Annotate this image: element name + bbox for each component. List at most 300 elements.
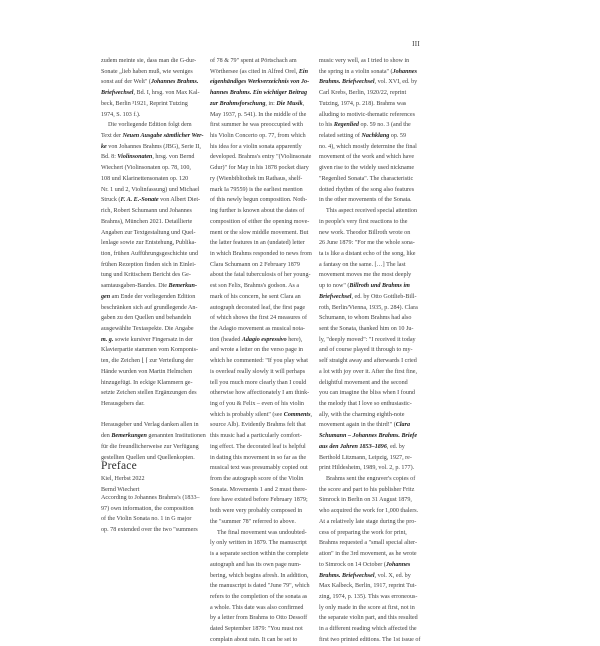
text-run: genannten Institutionen <box>146 433 206 440</box>
text-line <box>319 560 417 571</box>
emphasized-title: Adagio espressivo <box>241 336 287 343</box>
text-run: which is probably silent" (see <box>210 411 284 418</box>
emphasized-title: Brahms. Briefwechsel <box>319 572 375 579</box>
text-line <box>210 56 308 67</box>
text-line <box>319 410 417 421</box>
text-line <box>210 538 308 549</box>
text-run: , vol. XVI, ed. by <box>374 79 418 86</box>
text-run: first two printed editions. The 1st issue of <box>319 636 421 643</box>
text-run: from the autograph score of the Violin <box>210 476 304 483</box>
text-run: related setting of <box>319 133 362 140</box>
text-line <box>101 281 199 292</box>
text-line <box>210 313 308 324</box>
text-run: to his <box>319 122 334 129</box>
text-line <box>319 442 417 453</box>
text-line <box>210 185 308 196</box>
text-run: developed. Brahms's entry "(Violinsonate <box>210 154 312 161</box>
text-run: print Hildesheim, 1989, vol. 2, p. 177). <box>319 465 415 472</box>
text-run: Struck ( <box>101 197 121 204</box>
text-line <box>210 420 308 431</box>
text-run: new work. Theodor Billroth wrote on <box>319 229 411 236</box>
text-run: the melody that I love so enthusiastic- <box>319 401 412 407</box>
text-run: a lot with joy over it. After the first fine, <box>319 368 417 375</box>
emphasized-title: Briefwechsel <box>101 90 134 97</box>
text-line <box>101 270 199 281</box>
text-run: the score and part to his publisher Fritz <box>319 486 415 493</box>
text-line <box>101 152 199 163</box>
text-line <box>210 131 308 142</box>
text-run: lenlage sowie zur Entstehung, Publika- <box>101 240 197 247</box>
text-run: cess of preparing the work for print, <box>319 529 407 536</box>
text-run: and of course played it through to my- <box>319 347 413 354</box>
text-line <box>101 493 199 504</box>
text-line <box>319 185 417 196</box>
text-run: Schumann, to whom Brahms had also <box>319 315 412 322</box>
emphasized-title: Comments <box>283 411 311 418</box>
text-line <box>210 474 308 485</box>
text-run: you can imagine the bliss when I found <box>319 390 415 397</box>
text-run: alluding to motivic-thematic references <box>319 111 415 118</box>
preface-body <box>101 493 199 536</box>
text-line <box>319 99 417 110</box>
text-line <box>319 603 417 614</box>
text-run: in a different reading which affected the <box>319 626 417 633</box>
text-run: op. 59 <box>389 133 407 140</box>
text-line <box>101 367 199 378</box>
text-line <box>319 195 417 206</box>
text-run: composition of either the opening move- <box>210 218 310 225</box>
text-line <box>319 506 417 517</box>
emphasized-title: m. g. <box>101 336 114 343</box>
text-line <box>210 110 308 121</box>
text-line <box>101 67 199 78</box>
text-line <box>101 77 199 88</box>
text-line <box>101 238 199 249</box>
text-line <box>319 463 417 474</box>
text-line <box>319 131 417 142</box>
text-line <box>319 431 417 442</box>
text-line <box>101 206 199 217</box>
text-line <box>210 356 308 367</box>
text-run: of this newly begun composition. Noth- <box>210 197 308 204</box>
text-line <box>101 388 199 399</box>
text-run: roth, Berlin/Vienna, 1935, p. 284). Clara <box>319 304 418 311</box>
text-run: am Ende der vorliegenden Edition <box>110 293 196 300</box>
text-run: the "summer 78" referred to above. <box>210 518 296 525</box>
text-run: ten, die Zeichen ⌊ ⌈ zur Verteilung der <box>101 358 194 365</box>
text-run: who acquired the work for 1,000 thalers. <box>319 508 419 515</box>
text-run: ly, "deeply moved": "I received it today <box>319 336 416 343</box>
text-line <box>210 463 308 474</box>
text-line <box>101 163 199 174</box>
text-line <box>319 624 417 635</box>
text-run: in the other movements of the Sonata. <box>319 197 412 204</box>
emphasized-title: ke <box>101 143 107 150</box>
text-run: complain about rain. It can be set to <box>210 636 298 643</box>
text-line <box>101 56 199 67</box>
text-line <box>210 624 308 635</box>
text-line <box>319 517 417 528</box>
emphasized-title: zur Brahmsforschung <box>210 100 266 107</box>
page-number: III <box>412 40 420 48</box>
text-run: Kiel, Herbst 2022 <box>101 476 145 483</box>
text-run: is overleaf really slowly it will perhaps <box>210 368 306 375</box>
text-line <box>210 324 308 335</box>
text-line <box>210 485 308 496</box>
text-run: ing of you & Felix – even of his violin <box>210 401 304 407</box>
text-run: the Adagio movement as musical nota- <box>210 325 305 332</box>
text-line <box>210 335 308 346</box>
text-line <box>210 560 308 571</box>
column-preface-continued <box>210 56 313 646</box>
emphasized-title: Bemerkungen <box>111 433 147 440</box>
text-run: movement again in the third!" ( <box>319 422 396 429</box>
emphasized-title: Schumann – Johannes Brahms. Briefe <box>319 433 418 440</box>
text-run: frühen Rezeption finden sich in Einlei- <box>101 261 196 268</box>
column-preface-continued-2 <box>319 56 421 646</box>
text-line <box>101 99 199 110</box>
text-run: Angaben zur Textgestaltung und Quel- <box>101 229 196 236</box>
preface-heading: Preface <box>101 460 137 472</box>
text-line <box>319 238 417 249</box>
text-line <box>319 420 417 431</box>
text-run: of the Violin Sonata no. 1 in G major <box>101 516 192 523</box>
text-run: mark Ia 79559) is the earliest mention <box>210 186 303 193</box>
text-run: ing further is known about the dates of <box>210 208 305 215</box>
text-run: no. 4), which mostly determine the final <box>319 143 417 150</box>
text-line <box>210 217 308 228</box>
text-line <box>319 356 417 367</box>
text-run: to Simrock on 14 October ( <box>319 561 386 568</box>
text-line <box>210 517 308 528</box>
text-run: zudem meinte sie, dass man die G-dur- <box>101 58 197 64</box>
text-line <box>319 613 417 624</box>
emphasized-title: Clara <box>395 422 411 429</box>
text-line <box>319 249 417 260</box>
text-line <box>210 549 308 560</box>
text-run: first summer he was preoccupied with <box>210 122 303 129</box>
text-run: für die freundlicherweise zur Verfügung <box>101 443 199 450</box>
text-run: beschränken sich auf grundlegende An- <box>101 304 198 311</box>
text-line <box>101 378 199 389</box>
text-run: up to now" ( <box>319 283 350 290</box>
text-run: dated September 1879: "You must not <box>210 626 303 633</box>
text-run: in dating this movement in so far as the <box>210 454 307 461</box>
text-line <box>210 292 308 303</box>
text-run: beck, Berlin ³1921, Reprint Tutzing <box>101 100 188 107</box>
text-run: Simrock in Berlin on 31 August 1879, <box>319 497 412 504</box>
text-run: autograph and has its own page num- <box>210 561 302 568</box>
text-line <box>319 56 417 67</box>
text-run: est son Felix, Brahms's godson. As a <box>210 283 300 290</box>
text-run: 108 und Klarinettensonaten op. 120 <box>101 175 189 182</box>
text-run: the separate violin part, and this resulted <box>319 615 418 622</box>
emphasized-title: Brahms. Briefwechsel <box>319 79 375 86</box>
emphasized-title: Neuen Ausgabe sämtlicher Wer- <box>122 133 204 140</box>
emphasized-title: aus den Jahren 1853–1896 <box>319 443 387 450</box>
text-line <box>319 67 417 78</box>
text-line <box>210 163 308 174</box>
text-line <box>210 238 308 249</box>
text-run: here), <box>286 336 303 343</box>
text-run: bering, which begins afresh. In addition, <box>210 572 309 579</box>
text-line <box>319 538 417 549</box>
emphasized-title: Die Musik <box>276 100 303 107</box>
emphasized-title: Briefwechsel <box>319 293 352 300</box>
text-line <box>319 313 417 324</box>
text-line <box>210 367 308 378</box>
text-run: Nr. 1 und 2, Violinfassung) und Michael <box>101 186 200 193</box>
text-line <box>101 174 199 185</box>
text-line <box>319 163 417 174</box>
text-run: sowie kursiver Fingersatz in der <box>113 336 194 343</box>
text-run: Wiechert (Violinsonaten op. 78, 100, <box>101 165 191 172</box>
text-run: the manuscript is dated "June 79", which <box>210 583 310 590</box>
text-run: ation" in the 3rd movement, as he wrote <box>319 551 417 558</box>
text-run: setzte Zeichen stellen Ergänzungen des <box>101 390 197 397</box>
text-run: a whole. This date was also confirmed <box>210 604 304 611</box>
text-line <box>210 228 308 239</box>
text-run: ally, with the charming eighth-note <box>319 411 405 418</box>
text-line <box>210 581 308 592</box>
emphasized-title: Billroth und Brahms im <box>349 283 410 290</box>
text-run: sonst auf der Welt" ( <box>101 79 151 86</box>
text-line <box>210 88 308 99</box>
text-line <box>101 324 199 335</box>
text-line <box>210 410 313 421</box>
text-run: zing, 1974, p. 135). This was erroneous- <box>319 593 418 600</box>
text-line <box>319 378 417 389</box>
text-run: the spring in a violin sonata" ( <box>319 68 393 75</box>
text-line <box>210 152 312 163</box>
emphasized-title: F. A. E.-Sonate <box>120 197 159 204</box>
text-line <box>319 281 417 292</box>
text-line <box>101 142 199 153</box>
text-line <box>319 110 417 121</box>
text-run: The final movement was undoubted- <box>217 529 307 536</box>
emphasized-title: Johannes <box>385 561 411 568</box>
text-run: op. 59 no. 3 (and the <box>358 122 411 129</box>
text-run: , ed. by Otto Gottlieb-Bill- <box>351 293 417 300</box>
text-run: den <box>101 433 112 440</box>
text-run: "Regenlied Sonata". The characteristic <box>319 175 414 182</box>
text-run: delightful movement and the second <box>319 379 408 386</box>
text-run: about the fatal tuberculosis of her young- <box>210 272 311 279</box>
text-run: fore have existed before February 1879; <box>210 497 308 504</box>
text-line <box>319 88 417 99</box>
text-line <box>210 592 308 603</box>
text-run: tion (headed <box>210 336 242 343</box>
text-line <box>101 345 199 356</box>
text-line <box>319 474 417 485</box>
text-run: movement of the work and which have <box>319 154 415 161</box>
text-run: by a letter from Brahms to Otto Dessoff <box>210 615 308 622</box>
emphasized-title: Johannes Brahms. <box>150 79 199 86</box>
text-run: and wrote a letter on the verso page in <box>210 347 304 354</box>
text-line <box>319 453 417 464</box>
text-run: Herausgebers dar. <box>101 401 145 407</box>
text-line <box>319 581 417 592</box>
text-line <box>319 142 417 153</box>
text-run: Die vorliegende Edition folgt dem <box>108 122 192 129</box>
text-line <box>101 88 199 99</box>
paragraph-gap <box>101 410 199 421</box>
text-run: autograph decorated leaf, the first page <box>210 304 306 311</box>
text-line <box>319 270 417 281</box>
text-line <box>319 152 417 163</box>
text-run: Sonate „lieb haben muß, wie weniges <box>101 68 193 75</box>
text-run: sent the Sonata, thanked him on 10 Ju- <box>319 325 414 332</box>
text-run: of 78 & 79" spent at Pörtschach am <box>210 58 297 64</box>
text-line <box>101 110 199 121</box>
text-run: , <box>310 411 313 418</box>
text-run: Tutzing, 1974, p. 218). Brahms was <box>319 100 407 107</box>
text-run: refers to the completion of the sonata as <box>210 593 308 600</box>
emphasized-title: gen <box>101 293 111 300</box>
text-line <box>210 388 308 399</box>
text-run: Hände wurden von Martin Helmchen <box>101 368 193 375</box>
text-run: Berthold Litzmann, Leipzig, 1927, re- <box>319 454 412 461</box>
text-line <box>210 174 308 185</box>
text-line <box>319 324 417 335</box>
text-run: otherwise how affectionately I am think- <box>210 390 310 397</box>
text-run: source Alb). Evidently Brahms felt that <box>210 422 306 429</box>
text-line <box>319 260 417 271</box>
text-line <box>210 442 308 453</box>
text-run: ry (Wienbibliothek im Rathaus, shelf- <box>210 175 303 182</box>
text-run: von Albert Diet- <box>158 197 201 204</box>
text-line <box>210 281 308 292</box>
text-run: rich, Robert Schumann und Johannes <box>101 208 192 215</box>
text-line <box>210 603 308 614</box>
emphasized-title: Nachklang <box>361 133 390 140</box>
text-line <box>210 495 308 506</box>
text-run: op. 78 extended over the two "summers <box>101 527 198 534</box>
text-line <box>319 549 417 560</box>
text-run: a fantasy on the same. […] The last <box>319 261 406 268</box>
text-run: May 1937, p. 541). In the middle of the <box>210 111 307 118</box>
text-run: Sonata. Movements 1 and 2 must there- <box>210 486 307 493</box>
text-run: is a separate section within the complete <box>210 551 309 558</box>
text-run: mark of his concern, he sent Clara an <box>210 293 301 300</box>
text-line <box>210 120 308 131</box>
text-line <box>319 77 417 88</box>
text-line <box>210 270 311 281</box>
text-line <box>101 249 199 260</box>
emphasized-title: Ein <box>298 68 308 75</box>
text-line <box>101 313 199 324</box>
text-run: Carl Krebs, Berlin, 1920/22, reprint <box>319 90 407 97</box>
text-line <box>319 228 417 239</box>
text-line <box>319 292 417 303</box>
text-run: tell you much more clearly than I could <box>210 379 307 386</box>
text-run: in which Brahms responded to news from <box>210 250 312 257</box>
text-line <box>210 431 308 442</box>
text-line <box>319 635 421 646</box>
text-line <box>101 195 199 206</box>
text-run: given rise to the widely used nickname <box>319 165 415 172</box>
text-run: Clara Schumann on 2 February 1879 <box>210 261 300 268</box>
text-run: Brahms requested a "small special alter- <box>319 540 417 547</box>
text-line <box>210 206 308 217</box>
text-run: music very well, as I tried to show in <box>319 58 410 64</box>
text-line <box>101 420 199 431</box>
text-run: , Bd. I, hrsg. von Max Kal- <box>133 90 200 97</box>
emphasized-title: Johannes <box>392 68 417 75</box>
text-line <box>319 206 417 217</box>
text-line <box>319 335 417 346</box>
text-line <box>101 442 199 453</box>
text-run: gestellten Quellen und Quellenkopien. <box>101 454 195 461</box>
text-run: At a relatively late stage during the pro- <box>319 518 417 525</box>
text-run: ing effect. The decorated leaf is helpful <box>210 443 306 450</box>
text-run: his idea for a violin sonata apparently <box>210 143 302 150</box>
emphasized-title: hannes Brahms. Ein wichtiger Beitrag <box>210 90 308 97</box>
text-run: Max Kalbeck, Berlin, 1917, reprint Tut- <box>319 583 417 590</box>
text-line <box>101 399 199 410</box>
text-line <box>319 388 417 399</box>
text-line <box>101 228 199 239</box>
text-line <box>101 120 199 131</box>
text-run: 1974, S. 103 f.). <box>101 111 141 118</box>
text-run: both were very probably composed in <box>210 508 303 515</box>
text-run: , in: <box>265 100 277 107</box>
text-line <box>210 99 308 110</box>
emphasized-title: Bemerkun- <box>168 283 197 290</box>
text-line <box>210 303 308 314</box>
text-line <box>101 185 199 196</box>
text-run: the latter features in an (undated) letter <box>210 240 305 247</box>
text-run: von Johannes Brahms (JBG), Serie II, <box>106 143 201 150</box>
text-run: ta is like a distant echo of the song, like <box>319 250 416 257</box>
column-german-notes <box>101 56 206 495</box>
text-run: 97) own information, the composition <box>101 505 194 512</box>
text-line <box>101 303 199 314</box>
text-run: in people's very first reactions to the <box>319 218 408 225</box>
text-line <box>210 506 308 517</box>
text-line <box>210 67 308 78</box>
text-run: movement moves me the most deeply <box>319 272 412 279</box>
text-line <box>210 453 308 464</box>
text-line <box>210 528 308 539</box>
text-run: ly only written in 1879. The manuscript <box>210 540 307 547</box>
text-line <box>101 217 199 228</box>
text-line <box>319 495 417 506</box>
text-run: ausgewählte Textaspekte. Die Angabe <box>101 325 194 332</box>
text-line <box>101 292 199 303</box>
text-line <box>210 77 308 88</box>
text-run: tion, frühen Aufführungsgeschichte und <box>101 250 199 257</box>
text-line <box>210 399 308 410</box>
text-run: Herausgeber und Verlag danken allen in <box>101 422 199 429</box>
text-run: Gdur)" for May in his 1878 pocket diary <box>210 165 309 172</box>
text-line <box>319 120 417 131</box>
text-run: Bernd Wiechert <box>101 486 140 493</box>
emphasized-title: Regenlied <box>333 122 359 129</box>
text-run: gaben zu den Quellen und behandeln <box>101 315 192 322</box>
text-run: According to Johannes Brahms's (1833– <box>101 495 200 501</box>
text-line <box>319 399 417 410</box>
text-line <box>319 345 417 356</box>
text-line <box>210 378 308 389</box>
text-line <box>101 525 199 536</box>
text-line <box>101 514 199 525</box>
text-line <box>101 431 206 442</box>
text-run: Brahms sent the engraver's copies of <box>326 476 416 483</box>
text-run: Brahms), München 2021. Detaillierte <box>101 218 193 225</box>
text-run: this music had a particularly comfort- <box>210 433 302 440</box>
text-run: , vol. X, ed. by <box>374 572 411 579</box>
